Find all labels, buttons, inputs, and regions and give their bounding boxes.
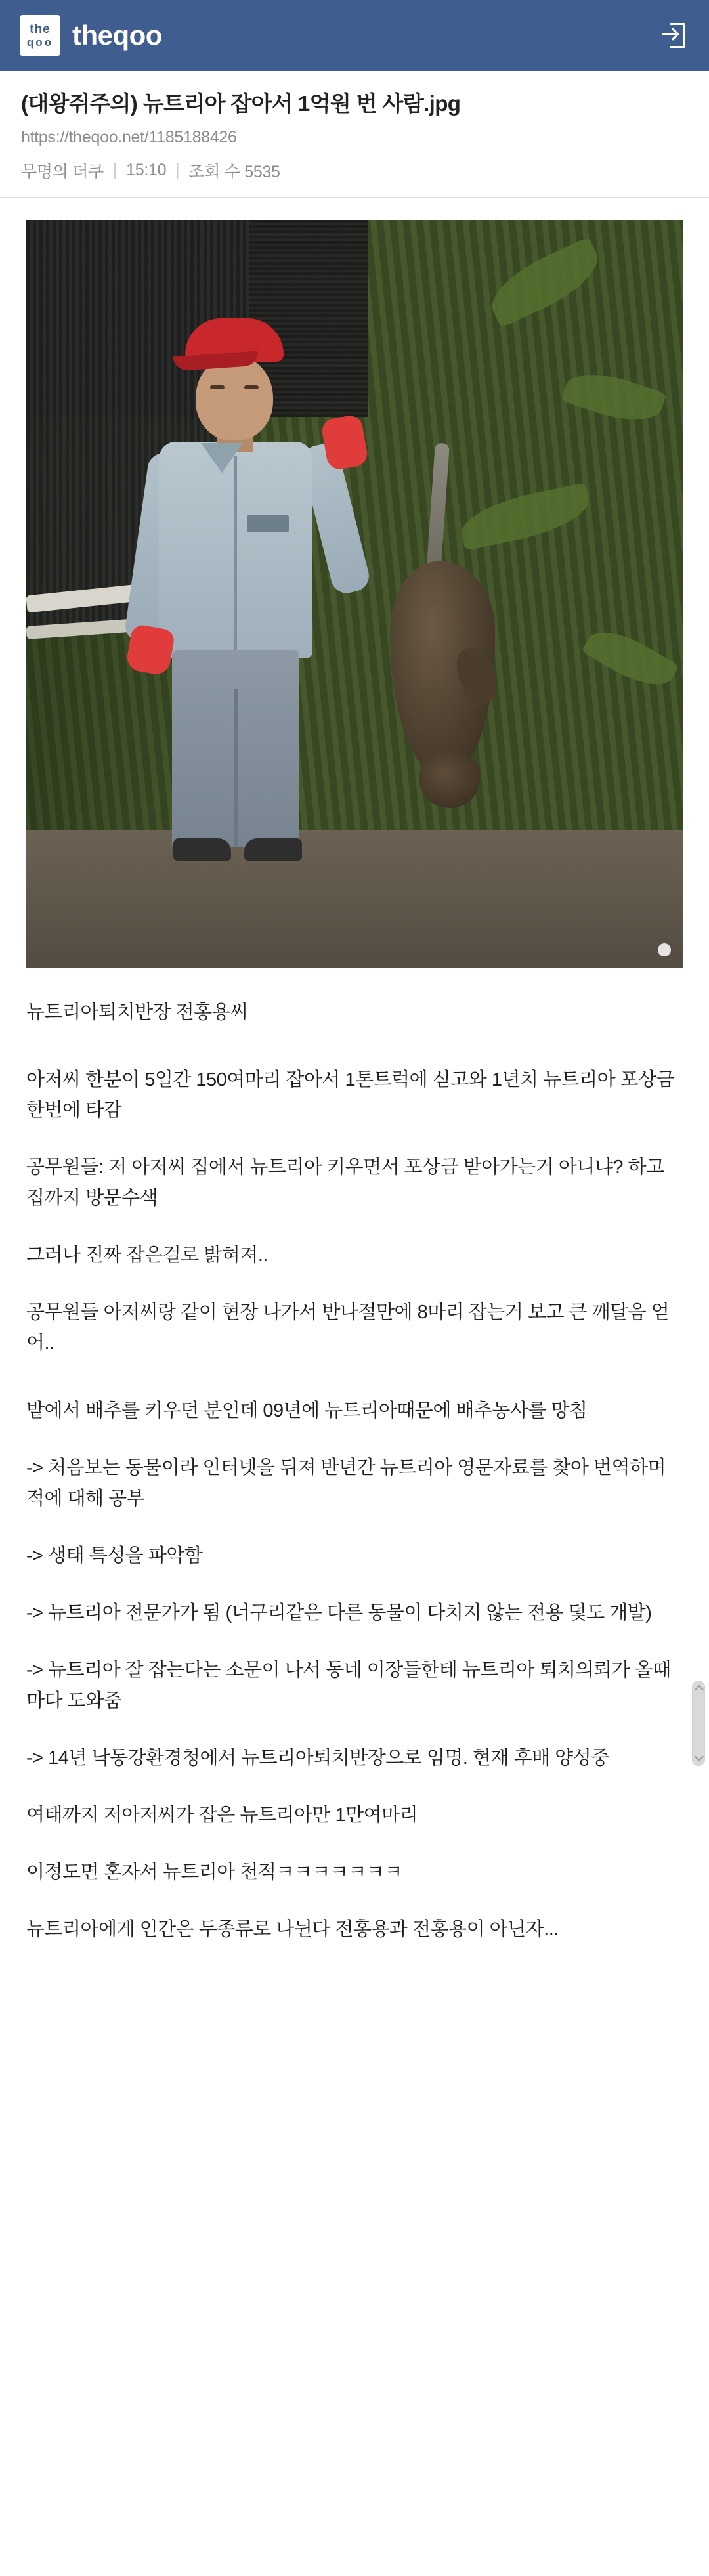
body-paragraph: -> 처음보는 동물이라 인터넷을 뒤져 반년간 뉴트리아 영문자료를 찾아 번역하며 적에 대해 공부 bbox=[26, 1457, 671, 1510]
body-paragraph: 뉴트리아에게 인간은 두종류로 나뉜다 전홍용과 전홍용이 아닌자... bbox=[26, 1918, 559, 1940]
article-photo[interactable] bbox=[26, 220, 683, 968]
left-red-glove bbox=[125, 623, 175, 676]
article-body bbox=[26, 997, 683, 1945]
meta-separator-2: | bbox=[175, 161, 180, 180]
body-paragraph: 공무원들 아저씨랑 같이 현장 나가서 반나절만에 8마리 잡는거 보고 큰 깨달음 얻어.. bbox=[26, 1302, 670, 1354]
article-meta bbox=[21, 159, 688, 182]
nutria-animal bbox=[381, 450, 505, 817]
person-figure bbox=[125, 318, 361, 863]
body-paragraph: 뉴트리아퇴치반장 전홍용씨 bbox=[26, 1001, 248, 1023]
photo-scene bbox=[26, 220, 683, 968]
logo-text-bottom: qoo bbox=[26, 36, 54, 49]
body-paragraph: -> 생태 특성을 파악함 bbox=[26, 1545, 203, 1567]
left-shoe bbox=[173, 838, 231, 861]
jacket-zipper bbox=[234, 456, 237, 653]
article-url[interactable]: https://theqoo.net/1185188426 bbox=[21, 127, 237, 146]
logo-text-top: the bbox=[30, 22, 51, 36]
page-title: (대왕쥐주의) 뉴트리아 잡아서 1억원 번 사람.jpg bbox=[21, 91, 461, 116]
article-content bbox=[0, 198, 709, 2011]
theqoo-logo-icon bbox=[20, 15, 60, 56]
article-time: 15:10 bbox=[126, 161, 167, 180]
body-paragraph: 밭에서 배추를 키우던 분인데 09년에 뉴트리아때문에 배추농사를 망침 bbox=[26, 1400, 588, 1422]
work-pants bbox=[172, 650, 299, 847]
top-bar-actions bbox=[662, 20, 692, 51]
page-scrollbar-thumb[interactable] bbox=[692, 1681, 705, 1766]
site-brand[interactable] bbox=[20, 15, 162, 56]
body-paragraph: -> 뉴트리아 잘 잡는다는 소문이 나서 동네 이장들한테 뉴트리아 퇴치의뢰가 올때마다 도와줌 bbox=[26, 1660, 671, 1712]
body-paragraph: 그러나 진짜 잡은걸로 밝혀져.. bbox=[26, 1245, 268, 1266]
image-indicator-dot bbox=[658, 943, 671, 956]
top-bar bbox=[0, 0, 709, 71]
site-name: theqoo bbox=[72, 20, 162, 51]
jacket-badge bbox=[247, 515, 289, 532]
body-paragraph: -> 14년 낙동강환경청에서 뉴트리아퇴치반장으로 임명. 현재 후배 양성중 bbox=[26, 1748, 609, 1769]
body-paragraph: 공무원들: 저 아저씨 집에서 뉴트리아 키우면서 포상금 받아가는거 아니냐? 하고 집까지 방문수색 bbox=[26, 1157, 670, 1209]
login-icon[interactable] bbox=[662, 20, 692, 51]
article-author: 무명의 더쿠 bbox=[21, 162, 104, 181]
article-header bbox=[0, 71, 709, 198]
right-shoe bbox=[244, 838, 302, 861]
nutria-tail bbox=[426, 442, 450, 574]
body-paragraph: 이정도면 혼자서 뉴트리아 천적ㅋㅋㅋㅋㅋㅋㅋ bbox=[26, 1862, 402, 1883]
body-paragraph: -> 뉴트리아 전문가가 됨 (너구리같은 다른 동물이 다치지 않는 전용 덫도 개발) bbox=[26, 1602, 652, 1624]
meta-separator-1: | bbox=[112, 161, 118, 180]
body-paragraph: 아저씨 한분이 5일간 150여마리 잡아서 1톤트럭에 싣고와 1년치 뉴트리아 포상금 한번에 타감 bbox=[26, 1069, 679, 1121]
body-paragraph: 여태까지 저아저씨가 잡은 뉴트리아만 1만여마리 bbox=[26, 1805, 418, 1826]
article-views: 조회 수 5535 bbox=[188, 162, 280, 181]
